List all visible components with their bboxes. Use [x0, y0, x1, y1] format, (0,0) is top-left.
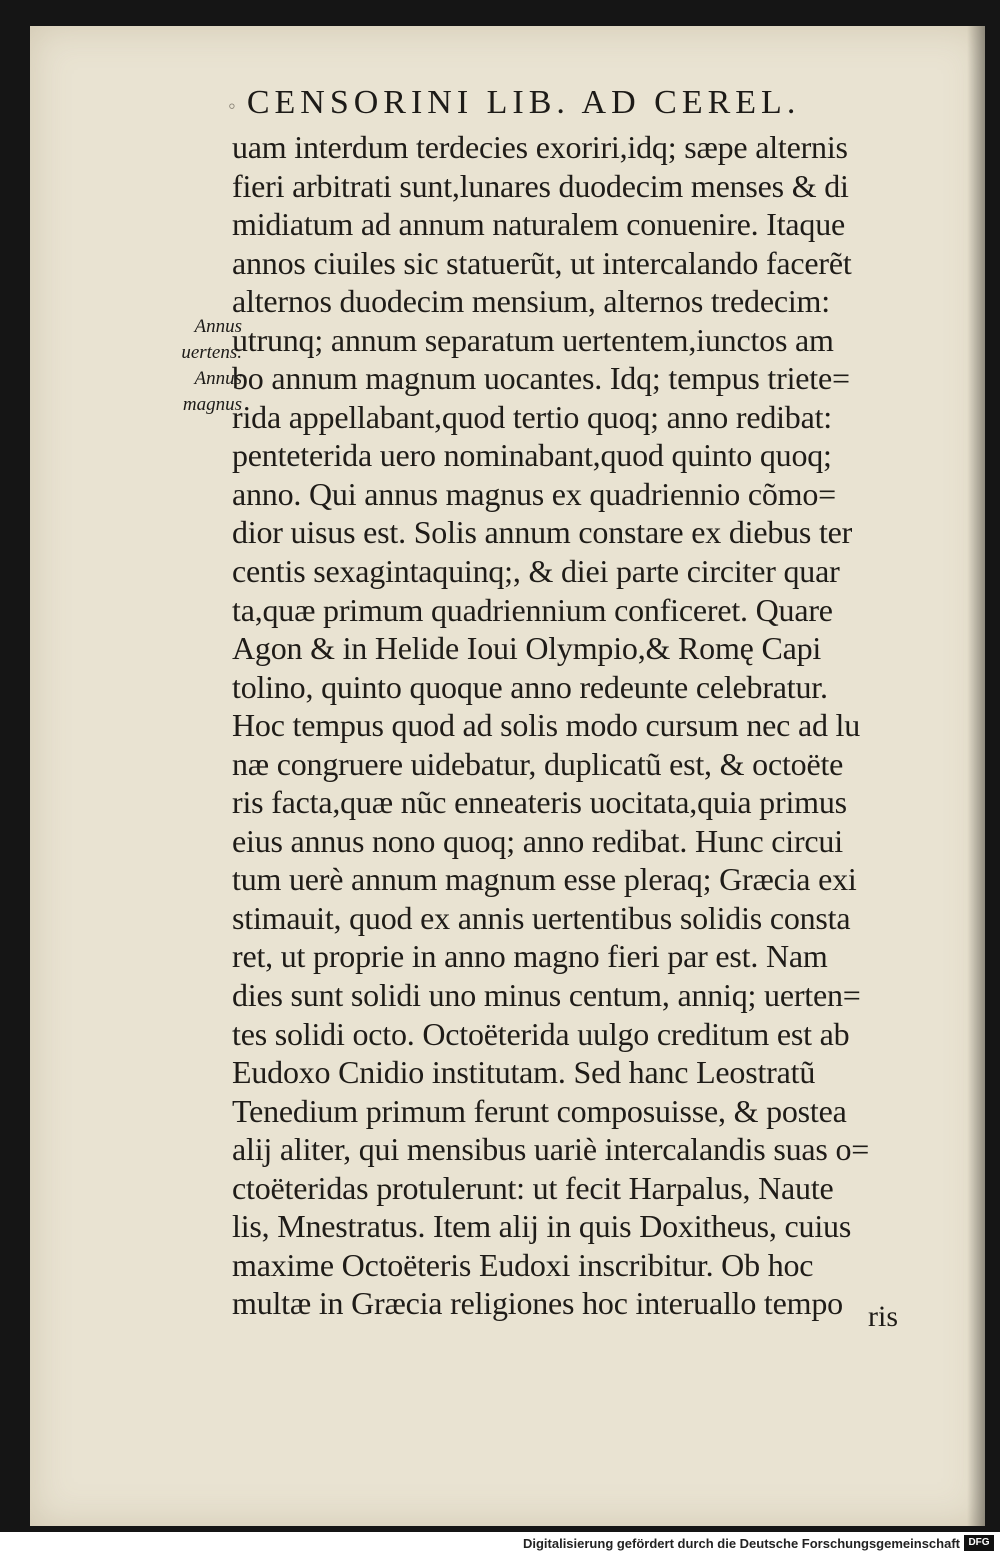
- text-line: alij aliter, qui mensibus uariè intercalandis suas o=: [232, 1131, 870, 1168]
- marginal-note: Annus: [194, 316, 242, 337]
- text-line: tolino, quinto quoque anno redeunte celebratur.: [232, 668, 828, 705]
- text-line: ris facta,quæ nũc enneateris uocitata,quia primus: [232, 784, 847, 821]
- text-line: Eudoxo Cnidio institutam. Sed hanc Leostratũ: [232, 1054, 816, 1091]
- text-line: dior uisus est. Solis annum constare ex diebus ter: [232, 514, 853, 551]
- text-line: rida appellabant,quod tertio quoq; anno redibat:: [232, 398, 832, 435]
- footer-bar: [0, 1532, 1000, 1557]
- text-line: multæ in Græcia religiones hoc interuallo tempo: [232, 1285, 843, 1322]
- text-line: penteterida uero nominabant,quod quinto quoq;: [232, 437, 832, 474]
- catchword: ris: [868, 1300, 898, 1333]
- running-head: [228, 84, 928, 122]
- text-line: utrunq; annum separatum uertentem,iunctos am: [232, 321, 834, 358]
- funding-credit: Digitalisierung gefördert durch die Deutsche Forschungsgemeinschaft: [522, 1536, 960, 1551]
- text-line: tes solidi octo. Octoëterida uulgo creditum est ab: [232, 1015, 850, 1052]
- body-text: [232, 128, 952, 1323]
- head-ornament-icon: ◦: [228, 93, 241, 118]
- text-line: tum uerè annum magnum esse pleraq; Græcia exi: [232, 861, 857, 898]
- text-line: ctoëteridas protulerunt: ut fecit Harpalus, Naute: [232, 1169, 834, 1206]
- text-line: Agon & in Helide Ioui Olympio,& Romę Capi: [232, 630, 822, 667]
- spine-shadow: [967, 26, 985, 1526]
- text-line: ta,quæ primum quadriennium conficeret. Quare: [232, 591, 833, 628]
- text-line: ret, ut proprie in anno magno fieri par est. Nam: [232, 938, 828, 975]
- text-line: anno. Qui annus magnus ex quadriennio cõmo=: [232, 475, 836, 512]
- marginal-note: magnus: [182, 394, 242, 415]
- text-line: næ congruere uidebatur, duplicatũ est, & octoëte: [232, 745, 844, 782]
- text-line: alternos duodecim mensium, alternos tredecim:: [232, 283, 830, 320]
- text-line: midiatum ad annum naturalem conuenire. Itaque: [232, 206, 846, 243]
- marginal-notes: [142, 314, 242, 418]
- text-line: Hoc tempus quod ad solis modo cursum nec ad lu: [232, 707, 861, 744]
- text-line: eius annus nono quoq; anno redibat. Hunc circui: [232, 822, 843, 859]
- text-line: uam interdum terdecies exoriri,idq; sæpe alternis: [232, 129, 848, 165]
- marginal-note: Annus: [194, 368, 242, 389]
- marginal-note: uertens.: [181, 342, 242, 363]
- running-head-text: CENSORINI LIB. AD CEREL.: [246, 84, 801, 121]
- text-line: bo annum magnum uocantes. Idq; tempus triete=: [232, 360, 850, 397]
- text-line: stimauit, quod ex annis uertentibus solidis consta: [232, 899, 851, 936]
- text-line: centis sexagintaquinq;, & diei parte circiter quar: [232, 553, 840, 590]
- text-line: lis, Mnestratus. Item alij in quis Doxitheus, cuius: [232, 1208, 852, 1245]
- text-line: maxime Octoëteris Eudoxi inscribitur. Ob hoc: [232, 1246, 814, 1283]
- text-line: dies sunt solidi uno minus centum, anniq; uerten=: [232, 977, 861, 1014]
- text-line: fieri arbitrati sunt,lunares duodecim menses & di: [232, 167, 849, 204]
- text-line: Tenedium primum ferunt composuisse, & postea: [232, 1092, 847, 1129]
- text-line: annos ciuiles sic statuerũt, ut intercalando facerẽt: [232, 244, 852, 281]
- dfg-logo: DFG: [964, 1535, 994, 1551]
